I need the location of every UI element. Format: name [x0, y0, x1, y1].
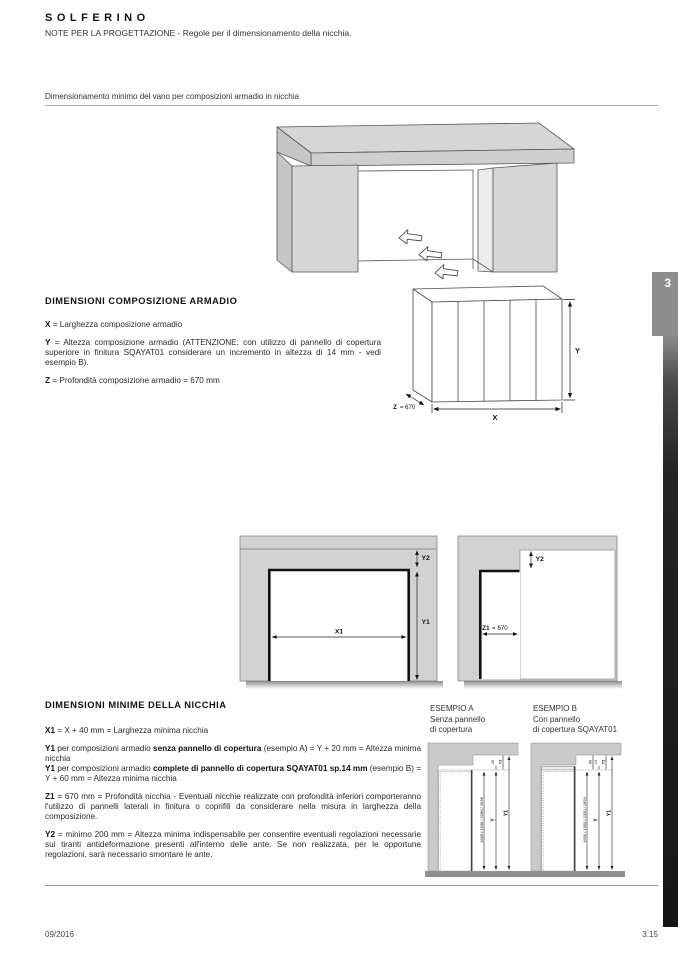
esempi-floor — [425, 871, 625, 877]
z-dim-key: Z — [393, 404, 397, 411]
x-dim-label: X — [492, 413, 498, 422]
side-view-room-space — [520, 550, 615, 679]
spec-x1 — [45, 726, 421, 736]
niche-leftwall-side — [277, 152, 292, 272]
wardrobe-side-face — [413, 289, 432, 402]
spec-y1a-bold: senza pannello di copertura — [153, 744, 262, 753]
niche-3d-drawing — [262, 110, 604, 300]
spec-x — [45, 320, 381, 330]
spec-y1b-post: (esempio B) = Y + 60 mm = Altezza minima nicchia — [45, 764, 422, 783]
spec-z-text: = Profondità composizione armadio = 670 mm — [52, 376, 220, 385]
y-dim-extension-ticks — [563, 300, 575, 401]
spec-y1b — [45, 764, 421, 784]
esempio-b-y1-label: Y1 — [606, 809, 613, 817]
spec-z1 — [45, 792, 421, 822]
esempio-a-wardrobe — [439, 770, 473, 871]
brand-title: SOLFERINO — [45, 12, 150, 24]
esempi-diagrams — [425, 740, 630, 882]
esempio-a-sub1: Senza pannello — [430, 714, 486, 724]
esempio-b-y2-label: Y2 — [601, 759, 606, 765]
dim-comp-text — [45, 320, 381, 386]
footer-divider — [45, 885, 658, 886]
spec-z1-text: = 670 mm = Profondità nicchia - Eventuali nicchie realizzate con profondità inferiori comporteranno l'utilizzo di pannelli laterali in finitura o coprifili da considerare nella misura in larghezza della composizione. — [45, 792, 422, 821]
spec-y1a-key: Y1 — [45, 744, 56, 753]
wardrobe-front-face — [432, 299, 562, 402]
esempio-b-diagram — [531, 743, 621, 871]
esempio-a-y1-label: Y1 — [503, 809, 510, 817]
esempio-b-wardrobe — [542, 770, 576, 871]
z1-dim-key: Z1 — [482, 625, 490, 632]
arrow-icon — [398, 228, 423, 245]
niche-rightwall-innerface — [478, 168, 493, 272]
front-view-opening — [269, 569, 409, 681]
niche-side-view-diagram — [450, 530, 625, 695]
spec-y1b-key: Y1 — [45, 764, 56, 773]
spec-y2 — [45, 830, 421, 860]
spec-y1a-post: (esempio A) = Y + 20 mm = Altezza minima nicchia — [45, 744, 421, 763]
esempio-a-heights-label: 1586 / 1936 / 2286 / 2636 — [479, 797, 484, 843]
esempio-b-title: ESEMPIO B — [533, 704, 578, 713]
page-tab-number: 3 — [664, 276, 671, 290]
z1-dim-value: = 670 — [492, 625, 508, 632]
spec-y1b-bold: complete di pannello di copertura SQAYAT01 sp.14 mm — [152, 764, 368, 773]
side-view-shadow — [464, 681, 622, 689]
spec-z-key: Z — [45, 376, 51, 385]
y2-dim-label: Y2 — [421, 555, 430, 562]
niche-opening-top-edge — [358, 170, 473, 171]
spec-y2-text: = minimo 200 mm = Altezza minima indispensabile per consentire eventuali regolazioni necessarie sui tiranti antideformazione presenti all'interno delle ante. Se non realizzata, per le opportune regolazioni, sarà necessario smontare le ante. — [45, 830, 421, 859]
spec-y1a-pre: per composizioni armadio — [57, 744, 151, 753]
section-divider — [45, 105, 658, 106]
heading-dimensioni-composizione: DIMENSIONI COMPOSIZIONE ARMADIO — [45, 296, 238, 306]
x1-dim-label: X1 — [334, 628, 344, 636]
spec-y2-key: Y2 — [45, 830, 56, 839]
esempio-b-label — [533, 704, 617, 736]
y-dim-label: Y — [575, 346, 581, 355]
spec-y1b-pre: per composizioni armadio — [57, 764, 151, 773]
niche-floor-back-edge — [358, 259, 473, 261]
esempio-b-sub1: Con pannello — [533, 714, 581, 724]
page-tab — [652, 272, 678, 336]
spec-x-text: = Larghezza composizione armadio — [52, 320, 183, 329]
niche-leftwall-front — [292, 165, 358, 272]
esempio-b-heights-label: 1600 / 1950 / 2300 / 2650 — [582, 797, 587, 843]
niche-rightwall-front — [493, 163, 557, 272]
footer-date: 09/2016 — [45, 930, 74, 939]
niche-front-view-diagram — [236, 530, 448, 695]
esempio-b-top-panel — [542, 767, 576, 771]
esempio-b-y-label: Y — [593, 818, 600, 822]
z-dim-value: = 670 — [400, 405, 416, 411]
footer-page-number: 3.15 — [642, 930, 658, 939]
esempio-b-panel-label: 14 — [594, 759, 598, 765]
esempio-b-sub2: di copertura SQAYAT01 — [533, 725, 618, 734]
y1-dim-label: Y1 — [421, 619, 430, 626]
spec-x-key: X — [45, 320, 51, 329]
x-dim-extension-ticks — [432, 402, 562, 413]
esempio-a-gap-label: 20 — [491, 759, 495, 765]
esempio-a-title: ESEMPIO A — [430, 704, 474, 713]
esempio-a-y2-label: Y2 — [498, 759, 503, 765]
spec-z — [45, 376, 381, 386]
esempio-a-sub2: di copertura — [430, 725, 473, 734]
spec-x1-key: X1 — [45, 726, 56, 735]
niche-ceiling-top — [277, 123, 574, 153]
insert-direction-arrows — [398, 228, 459, 280]
esempio-a-y-label: Y — [490, 818, 497, 822]
spec-y-text: = Altezza composizione armadio (ATTENZIONE: con utilizzo di pannello di copertura superiore in finitura SQAYAT01 considerare un incremento in altezza di 14 mm - vedi esempio B). — [45, 338, 381, 367]
page-subtitle: NOTE PER LA PROGETTAZIONE - Regole per il dimensionamento della nicchia. — [45, 28, 352, 38]
section-title: Dimensionamento minimo del vano per composizioni armadio in nicchia — [45, 92, 299, 101]
spec-y — [45, 338, 381, 368]
heading-dimensioni-nicchia: DIMENSIONI MINIME DELLA NICCHIA — [45, 700, 227, 710]
esempio-a-diagram — [428, 743, 518, 871]
esempio-b-gap-label: 60 — [588, 759, 593, 765]
spec-x1-text: = X + 40 mm = Larghezza minima nicchia — [57, 726, 209, 735]
wardrobe-3d-drawing — [391, 278, 605, 424]
spec-y-key: Y — [45, 338, 51, 347]
front-view-shadow — [246, 681, 443, 689]
dim-nicchia-text — [45, 726, 421, 860]
esempio-a-label — [430, 704, 485, 736]
y2-dim-label-side: Y2 — [535, 556, 544, 563]
spec-z1-key: Z1 — [45, 792, 55, 801]
page-edge-strip — [663, 336, 678, 927]
spec-y1a — [45, 744, 421, 764]
